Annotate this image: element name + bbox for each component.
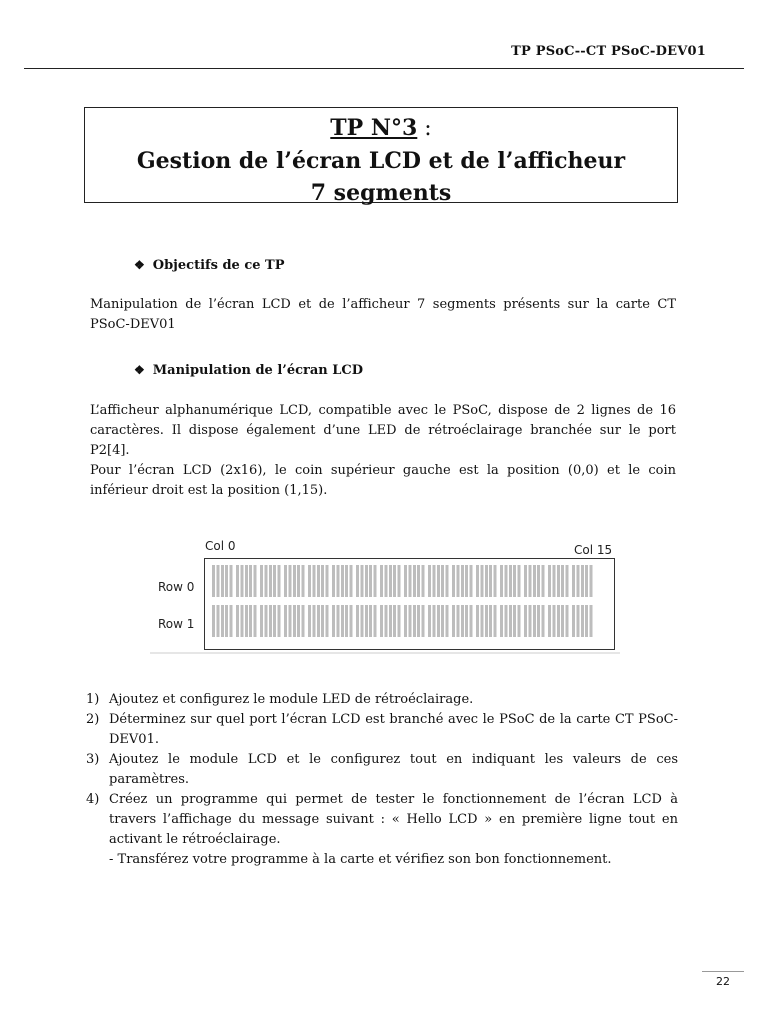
title-line-1 (85, 112, 677, 145)
lcd-character-cell (260, 605, 282, 637)
lcd-character-cell (572, 605, 594, 637)
lcd-character-cell (212, 565, 234, 597)
objectives-paragraph (90, 295, 676, 335)
lcd-character-cell (500, 605, 522, 637)
footer-divider (702, 971, 744, 972)
step-text: Créez un programme qui permet de tester le fonctionnement de l’écran LCD à travers l’affichage du message suivant : « Hello LCD » en première ligne tout en activant le rétroéclairage. (109, 792, 678, 847)
lcd-character-cell (380, 605, 402, 637)
lcd-para-1: L’afficheur alphanumérique LCD, compatible avec le PSoC, dispose de 2 lignes de 16 caractères. Il dispose également d’une LED de rétroéclairage branchée sur le port P2[4]. (90, 403, 676, 458)
lcd-para-2: Pour l’écran LCD (2x16), le coin supérieur gauche est la position (0,0) et le coin inférieur droit est la position (1,15). (90, 463, 676, 498)
lcd-paragraph (90, 401, 676, 501)
page-number: 22 (716, 975, 730, 988)
list-item (86, 750, 678, 790)
lcd-character-cell (524, 565, 546, 597)
step-number: 3) (86, 752, 100, 767)
lcd-character-cell (500, 565, 522, 597)
tp-number: TP N°3 (330, 115, 418, 141)
title-box (84, 107, 678, 206)
lcd-row-1 (212, 605, 594, 637)
row0-label: Row 0 (158, 580, 195, 594)
lcd-character-cell (236, 565, 258, 597)
lcd-character-cell (332, 605, 354, 637)
list-item (86, 690, 678, 710)
lcd-heading-text: Manipulation de l’écran LCD (152, 363, 364, 378)
step-number: 4) (86, 792, 100, 807)
list-item (86, 790, 678, 870)
lcd-character-cell (524, 605, 546, 637)
steps-list (86, 690, 678, 870)
lcd-character-cell (380, 565, 402, 597)
lcd-character-cell (332, 565, 354, 597)
lcd-figure (150, 535, 620, 655)
tp-suffix: : (417, 116, 432, 141)
diamond-bullet-icon: ❖ (134, 258, 145, 272)
step-text: Ajoutez et configurez le module LED de rétroéclairage. (109, 692, 474, 707)
step-text: Déterminez sur quel port l’écran LCD est branché avec le PSoC de la carte CT PSoC-DEV01. (109, 712, 678, 747)
row1-label: Row 1 (158, 617, 195, 631)
header-divider (24, 68, 744, 69)
col-end-label: Col 15 (574, 543, 613, 557)
lcd-character-cell (308, 565, 330, 597)
lcd-character-cell (356, 565, 378, 597)
lcd-character-cell (404, 605, 426, 637)
lcd-character-cell (452, 605, 474, 637)
step-number: 1) (86, 692, 100, 707)
objectives-text: Manipulation de l’écran LCD et de l’afficheur 7 segments présents sur la carte CT PSoC-DEV01 (90, 297, 676, 332)
lcd-character-cell (452, 565, 474, 597)
diamond-bullet-icon: ❖ (134, 363, 145, 377)
title-line-3: 7 segments (310, 180, 452, 206)
step-subtext: - Transférez votre programme à la carte et vérifiez son bon fonctionnement. (109, 852, 612, 867)
lcd-character-cell (428, 565, 450, 597)
lcd-character-cell (428, 605, 450, 637)
lcd-character-cell (476, 565, 498, 597)
objectives-heading-text: Objectifs de ce TP (152, 258, 285, 273)
lcd-character-cell (476, 605, 498, 637)
col-start-label: Col 0 (205, 539, 236, 553)
lcd-character-cell (236, 605, 258, 637)
lcd-character-cell (548, 565, 570, 597)
step-text: Ajoutez le module LCD et le configurez tout en indiquant les valeurs de ces paramètres. (109, 752, 678, 787)
list-item (86, 710, 678, 750)
lcd-character-cell (284, 565, 306, 597)
lcd-character-cell (308, 605, 330, 637)
lcd-character-cell (284, 605, 306, 637)
lcd-character-cell (404, 565, 426, 597)
lcd-character-cell (572, 565, 594, 597)
lcd-character-cell (212, 605, 234, 637)
step-number: 2) (86, 712, 100, 727)
figure-shadow (150, 652, 620, 654)
lcd-character-cell (356, 605, 378, 637)
lcd-character-cell (260, 565, 282, 597)
objectives-heading (134, 258, 285, 273)
lcd-row-0 (212, 565, 594, 597)
lcd-heading (134, 363, 363, 378)
title-line-2: Gestion de l’écran LCD et de l’afficheur (136, 148, 626, 174)
lcd-character-cell (548, 605, 570, 637)
running-header: TP PSoC--CT PSoC-DEV01 (511, 44, 706, 59)
lcd-display (204, 558, 615, 650)
